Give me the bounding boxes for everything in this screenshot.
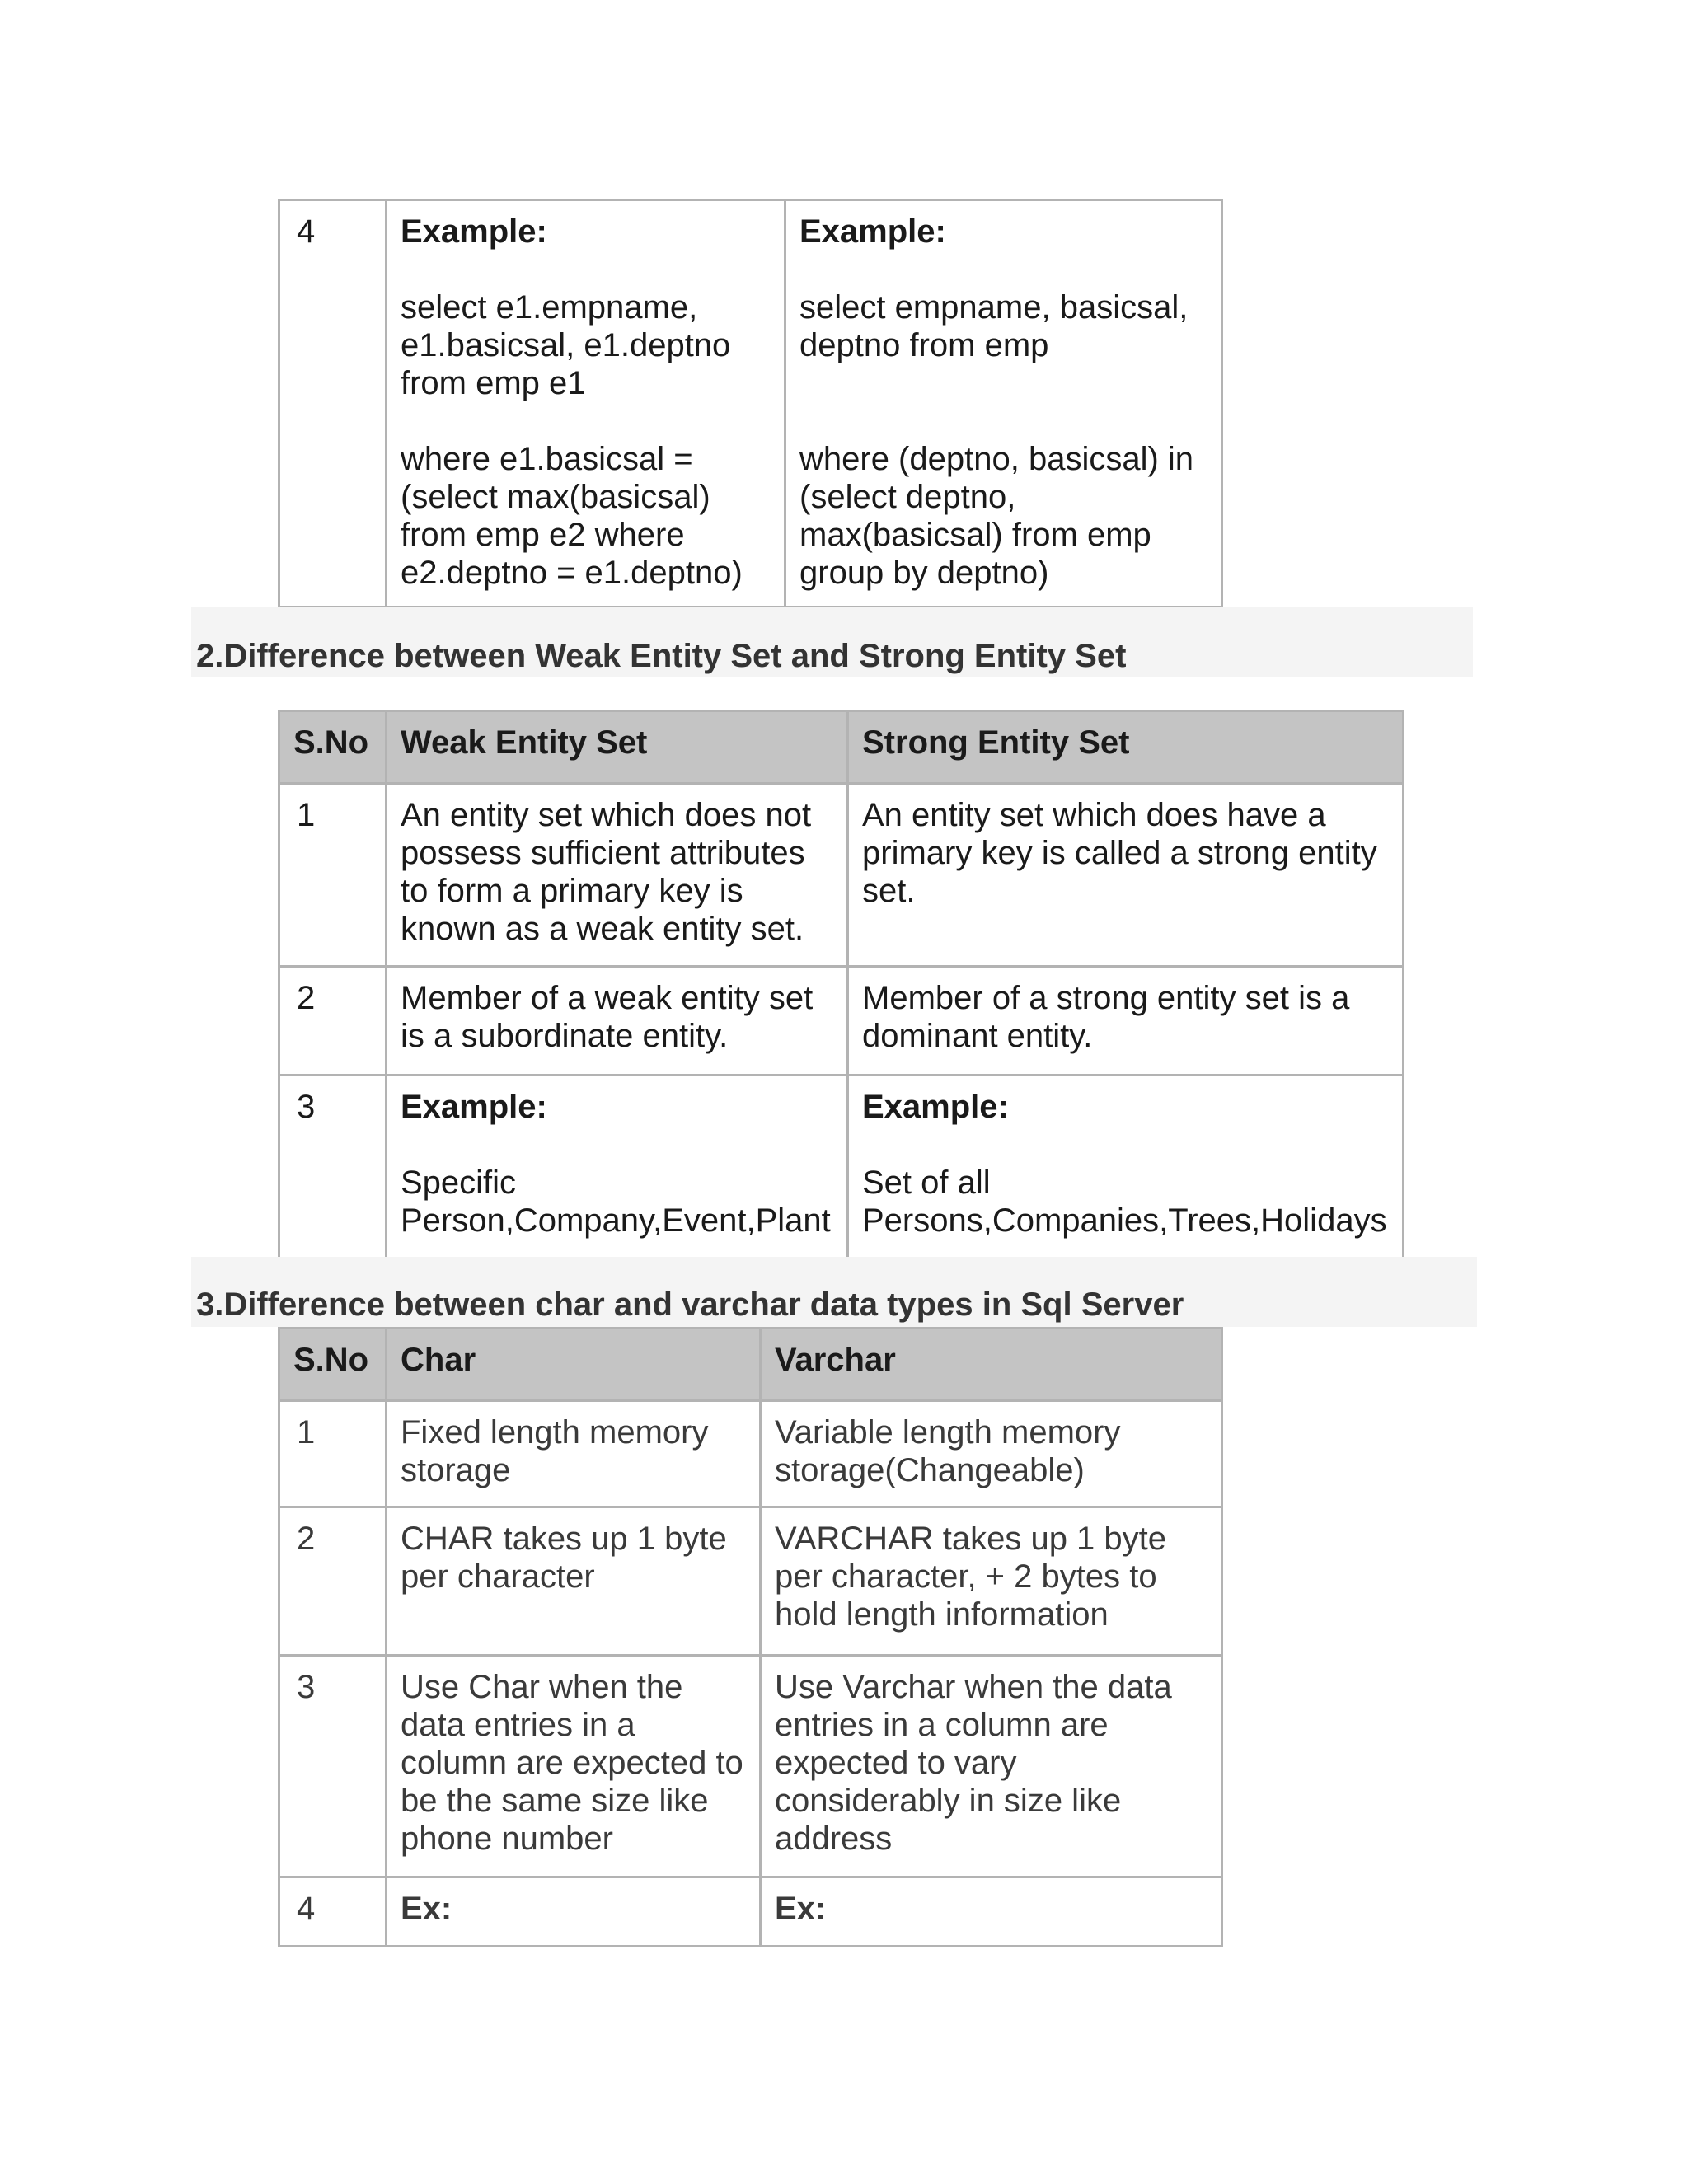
table-row bbox=[279, 1076, 1404, 1258]
example-label: Example: bbox=[401, 213, 547, 250]
row-number: 4 bbox=[279, 1877, 387, 1947]
char-varchar-table bbox=[278, 1327, 1223, 1947]
table-row bbox=[279, 967, 1404, 1076]
cell-char: Ex: bbox=[387, 1877, 761, 1947]
weak-strong-entity-table bbox=[278, 710, 1404, 1259]
header-sno: S.No bbox=[279, 711, 387, 784]
table-row bbox=[279, 1656, 1222, 1877]
cell-strong bbox=[848, 1076, 1404, 1258]
table-row bbox=[279, 200, 1222, 607]
cell-char: CHAR takes up 1 byte per character bbox=[387, 1507, 761, 1656]
query-part-2: where e1.basicsal = (select max(basicsal) from emp e2 where e2.deptno = e1.deptno) bbox=[401, 441, 743, 591]
cell-varchar: Use Varchar when the data entries in a column are expected to vary considerably in size like address bbox=[761, 1656, 1222, 1877]
example-label: Example: bbox=[862, 1089, 1009, 1125]
query-part-1: select empname, basicsal, deptno from emp bbox=[799, 289, 1189, 363]
cell-right bbox=[785, 200, 1222, 607]
example-text: Set of all Persons,Companies,Trees,Holidays bbox=[862, 1165, 1387, 1239]
header-char: Char bbox=[387, 1329, 761, 1401]
row-number: 3 bbox=[279, 1656, 387, 1877]
row-number: 1 bbox=[279, 1401, 387, 1507]
example-label: Example: bbox=[799, 213, 946, 250]
row-number: 2 bbox=[279, 1507, 387, 1656]
header-varchar: Varchar bbox=[761, 1329, 1222, 1401]
cell-weak: Member of a weak entity set is a subordinate entity. bbox=[387, 967, 848, 1076]
cell-char: Use Char when the data entries in a column are expected to be the same size like phone number bbox=[387, 1656, 761, 1877]
header-weak: Weak Entity Set bbox=[387, 711, 848, 784]
cell-strong: An entity set which does have a primary key is called a strong entity set. bbox=[848, 784, 1404, 967]
header-sno: S.No bbox=[279, 1329, 387, 1401]
row-number: 1 bbox=[279, 784, 387, 967]
cell-varchar: Variable length memory storage(Changeable) bbox=[761, 1401, 1222, 1507]
table-row bbox=[279, 1401, 1222, 1507]
table-header-row bbox=[279, 1329, 1222, 1401]
cell-weak: An entity set which does not possess sufficient attributes to form a primary key is known as a weak entity set. bbox=[387, 784, 848, 967]
row-number: 2 bbox=[279, 967, 387, 1076]
cell-left bbox=[387, 200, 785, 607]
query-comparison-table bbox=[278, 199, 1223, 608]
cell-char: Fixed length memory storage bbox=[387, 1401, 761, 1507]
cell-varchar: VARCHAR takes up 1 byte per character, + 2 bytes to hold length information bbox=[761, 1507, 1222, 1656]
header-strong: Strong Entity Set bbox=[848, 711, 1404, 784]
table-row bbox=[279, 1877, 1222, 1947]
section-heading-weak-strong: 2.Difference between Weak Entity Set and Strong Entity Set bbox=[196, 638, 1127, 674]
row-number: 3 bbox=[279, 1076, 387, 1258]
query-part-2: where (deptno, basicsal) in (select deptno, max(basicsal) from emp group by deptno) bbox=[799, 441, 1194, 591]
table-row bbox=[279, 784, 1404, 967]
cell-strong: Member of a strong entity set is a dominant entity. bbox=[848, 967, 1404, 1076]
section-heading-char-varchar: 3.Difference between char and varchar data types in Sql Server bbox=[196, 1286, 1184, 1323]
cell-weak bbox=[387, 1076, 848, 1258]
query-part-1: select e1.empname, e1.basicsal, e1.deptno from emp e1 bbox=[401, 289, 731, 401]
cell-varchar: Ex: bbox=[761, 1877, 1222, 1947]
table-row bbox=[279, 1507, 1222, 1656]
example-text: Specific Person,Company,Event,Plant bbox=[401, 1165, 831, 1239]
row-number: 4 bbox=[279, 200, 387, 607]
table-header-row bbox=[279, 711, 1404, 784]
example-label: Example: bbox=[401, 1089, 547, 1125]
